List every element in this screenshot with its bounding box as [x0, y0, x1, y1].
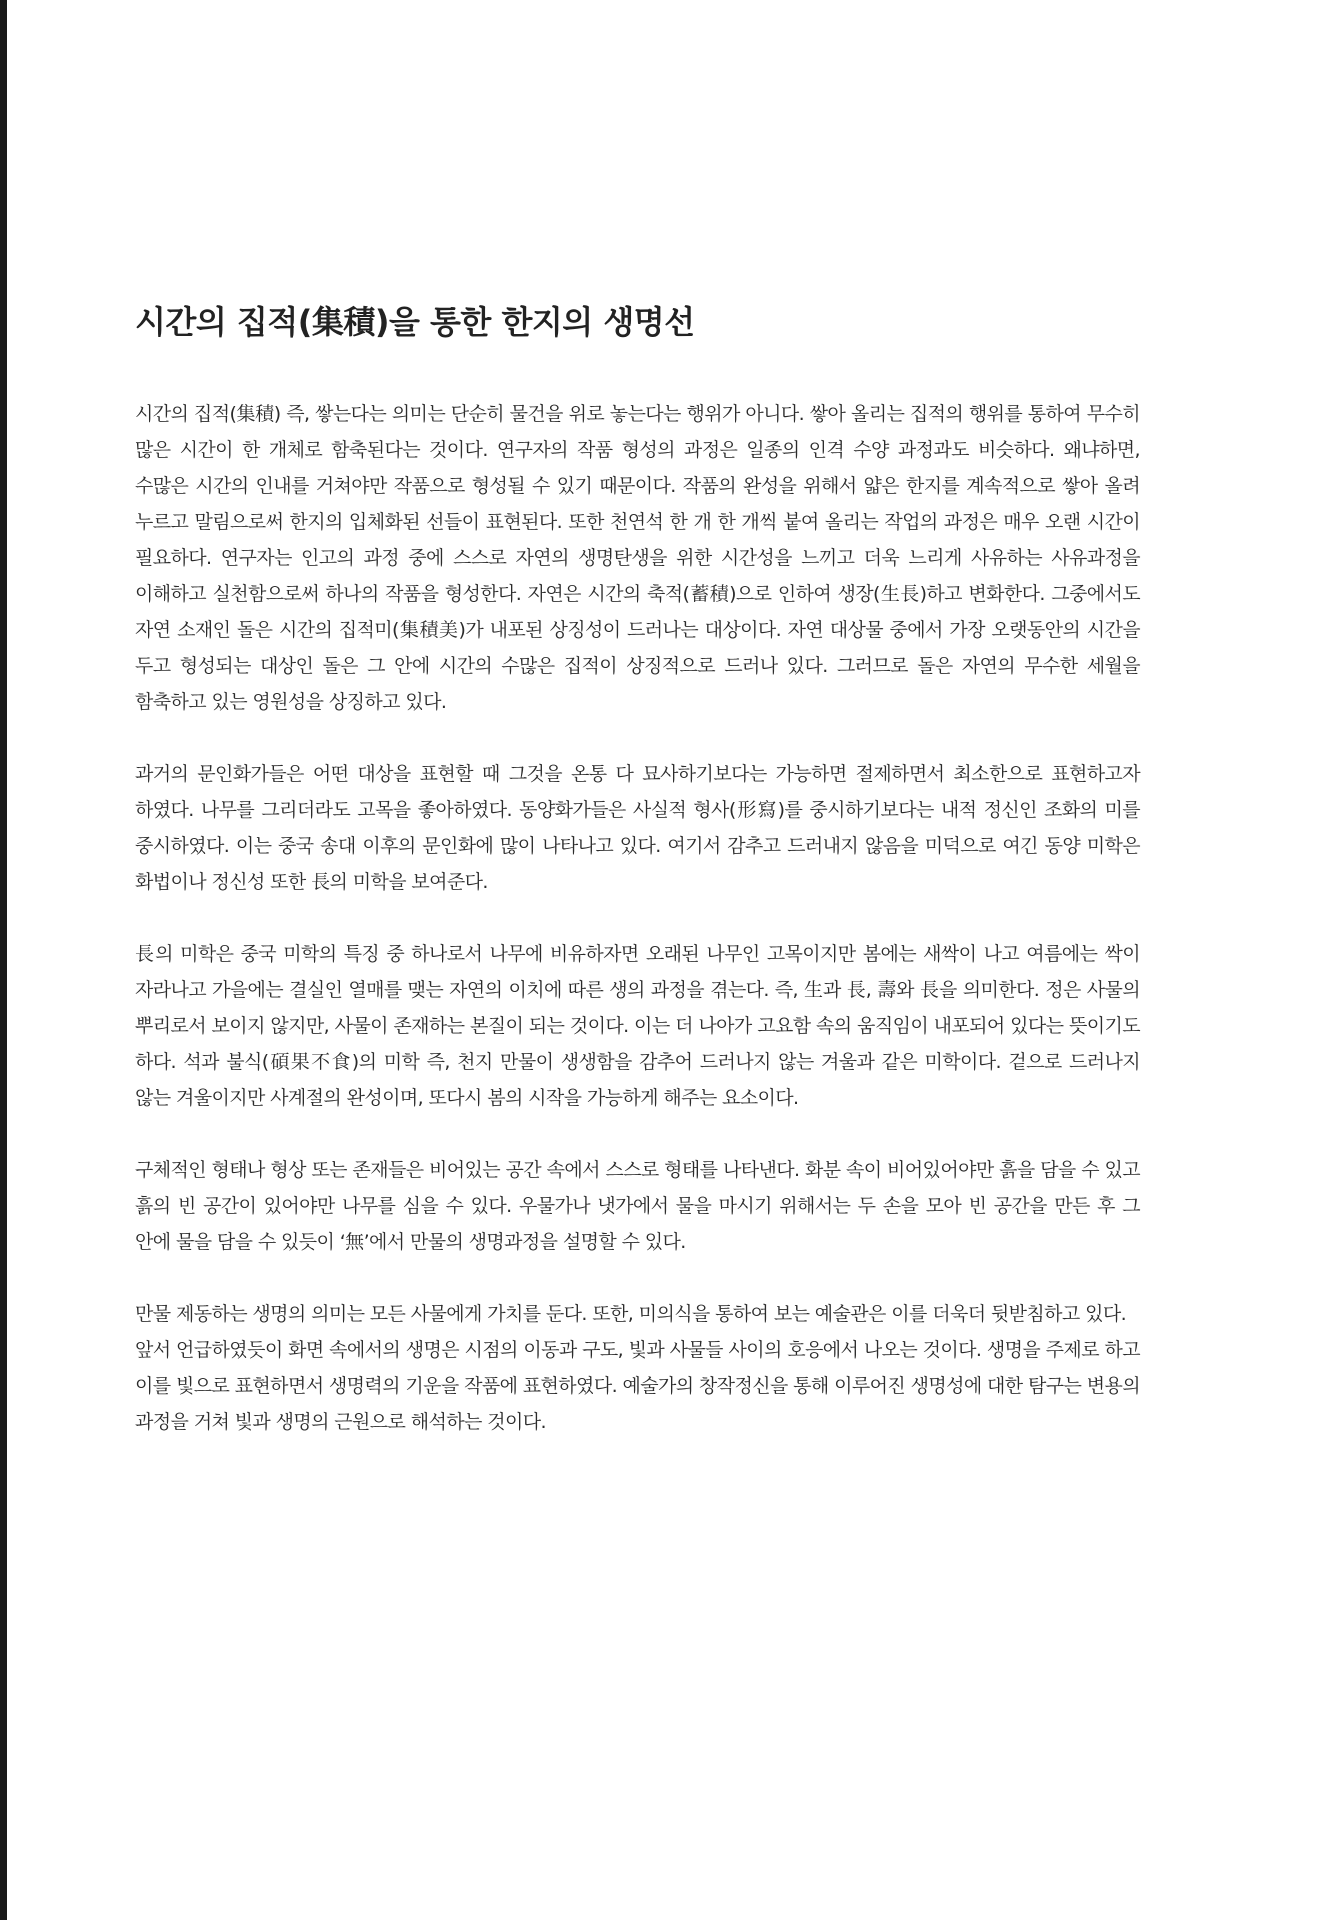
document-body — [135, 396, 1140, 1440]
paragraph-2: 과거의 문인화가들은 어떤 대상을 표현할 때 그것을 온통 다 묘사하기보다는 가능하면 절제하면서 최소한으로 표현하고자 하였다. 나무를 그리더라도 고목을 좋아하였다. 동양화가들은 사실적 형사(形寫)를 중시하기보다는 내적 정신인 조화의 미를 중시하였다. 이는 중국 송대 이후의 문인화에 많이 나타나고 있다. 여기서 감추고 드러내지 않음을 미덕으로 여긴 동양 미학은 화법이나 정신성 또한 長의 미학을 보여준다. — [135, 763, 1140, 893]
document-title: 시간의 집적(集積)을 통한 한지의 생명선 — [135, 303, 695, 341]
page-left-edge — [0, 0, 7, 1920]
paragraph-3: 長의 미학은 중국 미학의 특징 중 하나로서 나무에 비유하자면 오래된 나무인 고목이지만 봄에는 새싹이 나고 여름에는 싹이 자라나고 가을에는 결실인 열매를 맺는 자연의 이치에 따른 생의 과정을 겪는다. 즉, 生과 長, 壽와 長을 의미한다. 정은 사물의 뿌리로서 보이지 않지만, 사물이 존재하는 본질이 되는 것이다. 이는 더 나아가 고요함 속의 움직임이 내포되어 있다는 뜻이기도 하다. 석과 불식(碩果不食)의 미학 즉, 천지 만물이 생생함을 감추어 드러나지 않는 겨울과 같은 미학이다. 겉으로 드러나지 않는 겨울이지만 사계절의 완성이며, 또다시 봄의 시작을 가능하게 해주는 요소이다. — [135, 943, 1140, 1109]
paragraph-4: 구체적인 형태나 형상 또는 존재들은 비어있는 공간 속에서 스스로 형태를 나타낸다. 화분 속이 비어있어야만 흙을 담을 수 있고 흙의 빈 공간이 있어야만 나무를 심을 수 있다. 우물가나 냇가에서 물을 마시기 위해서는 두 손을 모아 빈 공간을 만든 후 그 안에 물을 담을 수 있듯이 ‘無’에서 만물의 생명과정을 설명할 수 있다. — [135, 1159, 1140, 1253]
document-page — [135, 300, 1140, 1440]
paragraph-5: 만물 제동하는 생명의 의미는 모든 사물에게 가치를 둔다. 또한, 미의식을 통하여 보는 예술관은 이를 더욱더 뒷받침하고 있다. — [135, 1303, 1127, 1325]
paragraph-6: 앞서 언급하였듯이 화면 속에서의 생명은 시점의 이동과 구도, 빛과 사물들 사이의 호응에서 나오는 것이다. 생명을 주제로 하고 이를 빛으로 표현하면서 생명력의 기운을 작품에 표현하였다. 예술가의 창작정신을 통해 이루어진 생명성에 대한 탐구는 변용의 과정을 거쳐 빛과 생명의 근원으로 해석하는 것이다. — [135, 1339, 1140, 1433]
paragraph-1: 시간의 집적(集積) 즉, 쌓는다는 의미는 단순히 물건을 위로 놓는다는 행위가 아니다. 쌓아 올리는 집적의 행위를 통하여 무수히 많은 시간이 한 개체로 함축된다는 것이다. 연구자의 작품 형성의 과정은 일종의 인격 수양 과정과도 비슷하다. 왜냐하면, 수많은 시간의 인내를 거쳐야만 작품으로 형성될 수 있기 때문이다. 작품의 완성을 위해서 얇은 한지를 계속적으로 쌓아 올려 누르고 말림으로써 한지의 입체화된 선들이 표현된다. 또한 천연석 한 개 한 개씩 붙여 올리는 작업의 과정은 매우 오랜 시간이 필요하다. 연구자는 인고의 과정 중에 스스로 자연의 생명탄생을 위한 시간성을 느끼고 더욱 느리게 사유하는 사유과정을 이해하고 실천함으로써 하나의 작품을 형성한다. 자연은 시간의 축적(蓄積)으로 인하여 생장(生長)하고 변화한다. 그중에서도 자연 소재인 돌은 시간의 집적미(集積美)가 내포된 상징성이 드러나는 대상이다. 자연 대상물 중에서 가장 오랫동안의 시간을 두고 형성되는 대상인 돌은 그 안에 시간의 수많은 집적이 상징적으로 드러나 있다. 그러므로 돌은 자연의 무수한 세월을 함축하고 있는 영원성을 상징하고 있다. — [135, 403, 1140, 713]
